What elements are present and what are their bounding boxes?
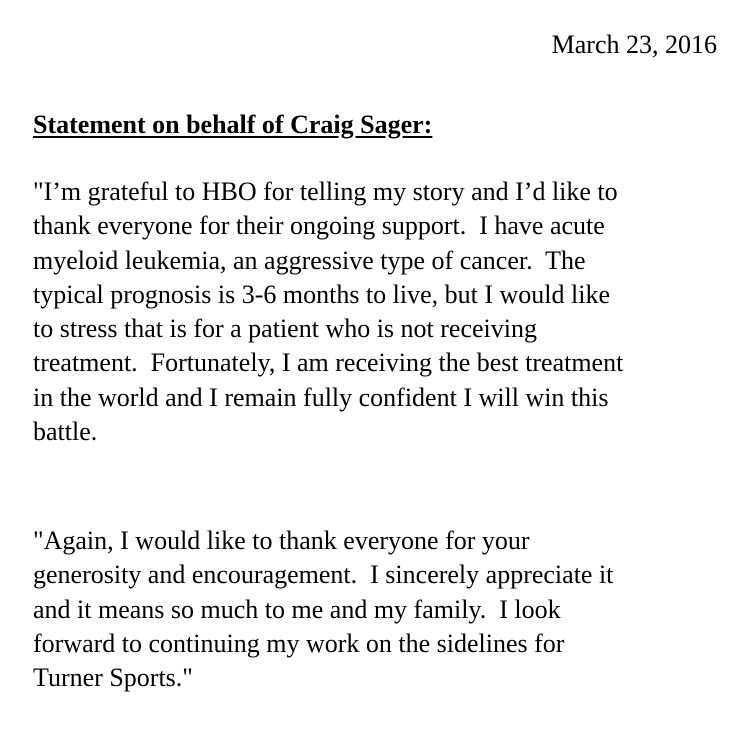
paragraph-line: "Again, I would like to thank everyone for your xyxy=(33,526,530,555)
paragraph-line: "I’m grateful to HBO for telling my story and I’d like to xyxy=(33,177,618,206)
paragraph-line: battle. xyxy=(33,417,98,447)
paragraph-line: and it means so much to me and my family. I look xyxy=(33,594,561,624)
statement-date: March 23, 2016 xyxy=(551,30,717,59)
paragraph-line: thank everyone for their ongoing support. I have acute xyxy=(33,211,605,241)
paragraph-line: in the world and I remain fully confident I will win this xyxy=(33,382,609,412)
paragraph-line: to stress that is for a patient who is not receiving xyxy=(33,314,538,344)
paragraph-line: typical prognosis is 3-6 months to live, but I would like xyxy=(33,279,611,309)
statement-heading: Statement on behalf of Craig Sager: xyxy=(33,110,433,139)
statement-paragraph-2 xyxy=(33,524,733,695)
paragraph-line: myeloid leukemia, an aggressive type of cancer. The xyxy=(33,245,586,275)
paragraph-line: treatment. Fortunately, I am receiving the best treatment xyxy=(33,348,624,378)
paragraph-line: Turner Sports." xyxy=(33,663,193,693)
paragraph-line: forward to continuing my work on the sidelines for xyxy=(33,628,565,658)
paragraph-line: generosity and encouragement. I sincerely appreciate it xyxy=(33,560,614,590)
statement-paragraph-1 xyxy=(33,175,733,449)
